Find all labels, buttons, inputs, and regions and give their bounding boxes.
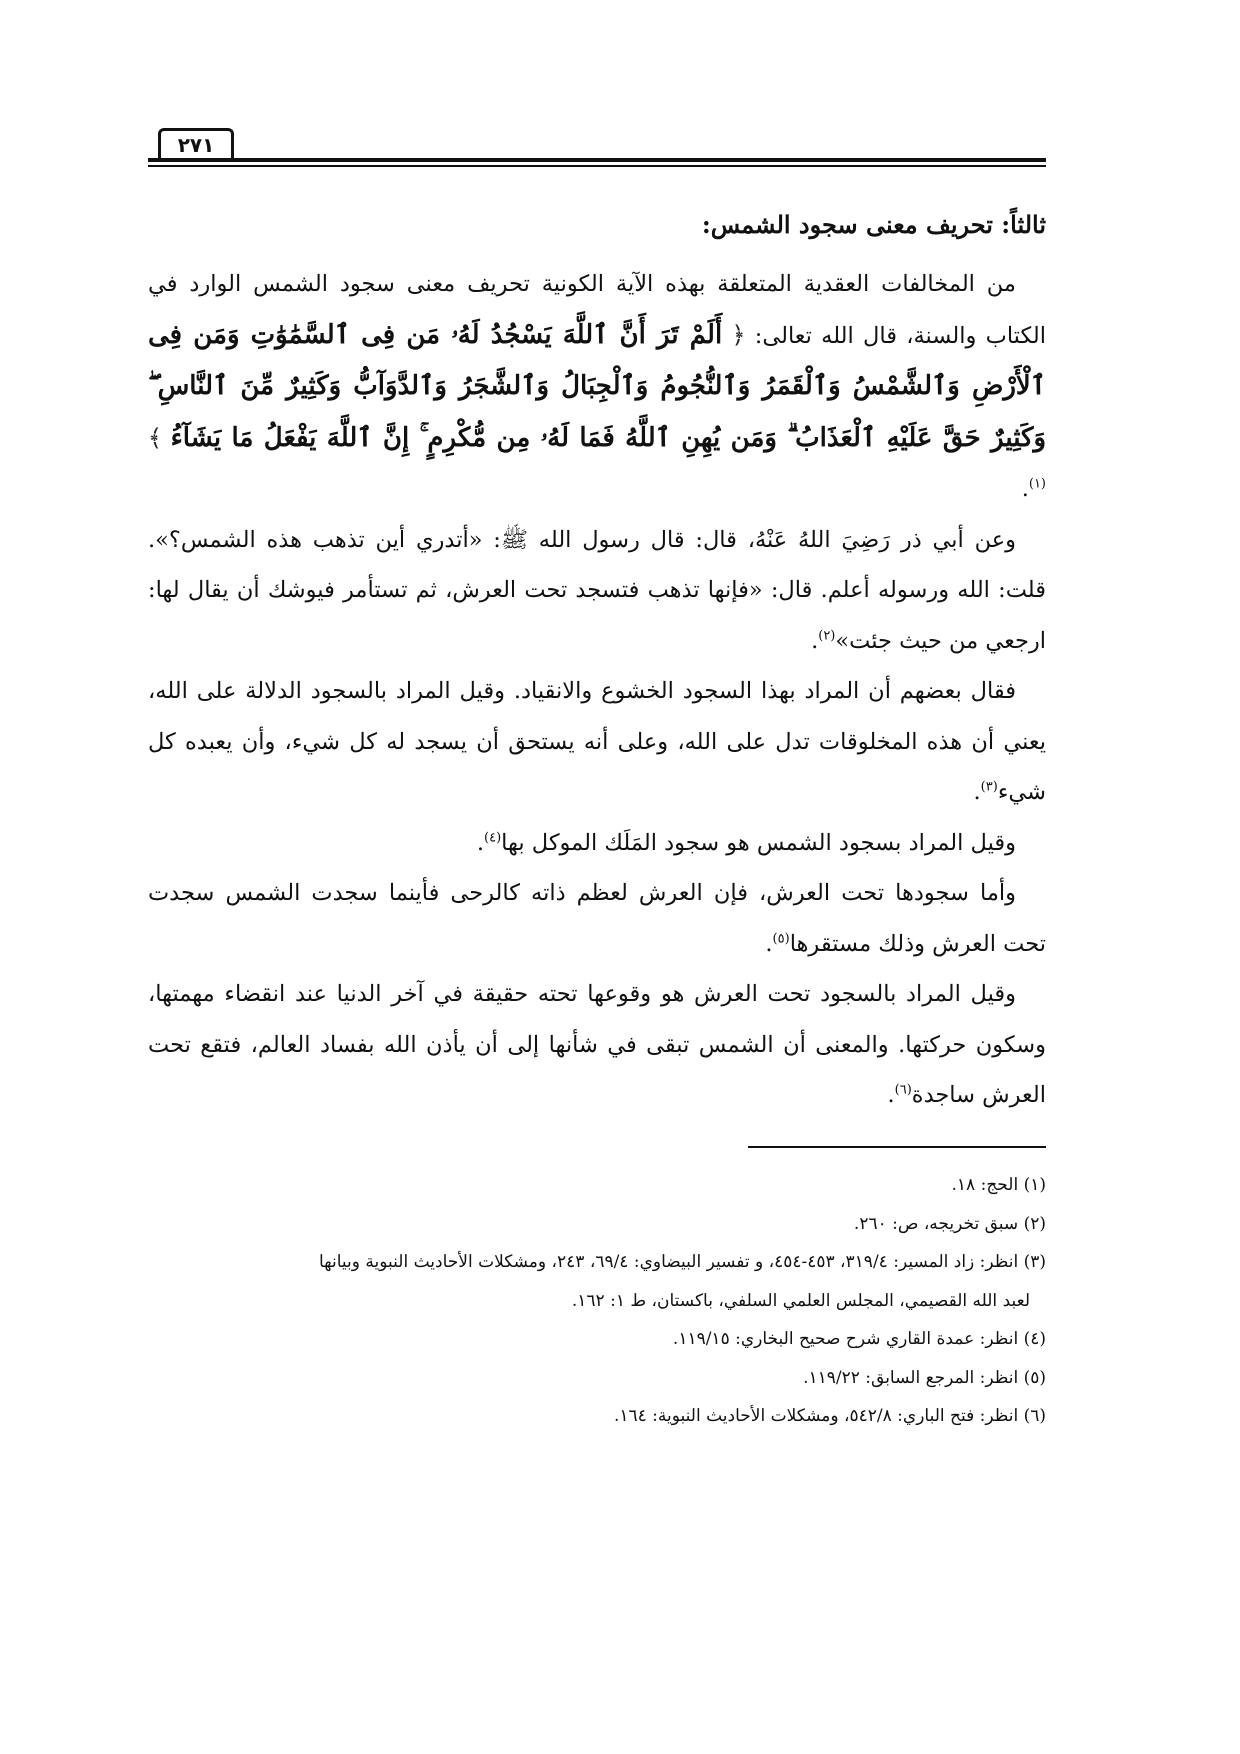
footnote-ref-5[interactable]: (٥) xyxy=(772,931,790,946)
ayah-close-bracket: ﴾ xyxy=(148,423,163,452)
paragraph-3-end: . xyxy=(973,779,981,805)
paragraph-6 xyxy=(148,969,1046,1121)
footnote-number: (٢) xyxy=(1023,1213,1046,1234)
footnote-1 xyxy=(148,1166,1046,1205)
footnote-number: (٦) xyxy=(1023,1406,1046,1426)
page-number: ٢٧١ xyxy=(158,128,234,158)
ayah-open-bracket: ﴿ xyxy=(731,320,746,349)
footnote-4 xyxy=(148,1320,1046,1359)
footnotes xyxy=(148,1166,1046,1436)
paragraph-5 xyxy=(148,868,1046,969)
paragraph-2-text: وعن أبي ذر رَضِيَ اللهُ عَنْهُ، قال: قال رسول الله ﷺ: «أتدري أين تذهب هذه الشمس؟». قلت: الله ورسوله أعلم. قال: «فإنها تذهب فتسجد تحت العرش، ثم تستأمر فيوشك أن يقال لها: ارجعي من حيث جئت» xyxy=(148,526,1046,654)
footnote-ref-4[interactable]: (٤) xyxy=(484,830,502,845)
footnote-3 xyxy=(148,1243,1046,1282)
footnote-text: لعبد الله القصيمي، المجلس العلمي السلفي، باكستان، ط ١: ١٦٢. xyxy=(571,1290,1030,1311)
footnote-text: انظر: المرجع السابق: ١١٩/٢٢. xyxy=(803,1367,1019,1388)
footnote-2 xyxy=(148,1205,1046,1244)
paragraph-5-text: وأما سجودها تحت العرش، فإن العرش لعظم ذاته كالرحى فأينما سجدت الشمس سجدت تحت العرش وذلك مستقرها xyxy=(148,880,1046,957)
paragraph-4-text: وقيل المراد بسجود الشمس هو سجود المَلَك الموكل بها xyxy=(501,829,1016,856)
footnote-ref-3[interactable]: (٣) xyxy=(980,779,998,795)
paragraph-5-end: . xyxy=(765,930,773,957)
footnote-number: (٤) xyxy=(1023,1329,1046,1349)
footnote-separator xyxy=(748,1146,1046,1148)
footnote-3-continuation xyxy=(148,1282,1046,1321)
footnote-ref-6[interactable]: (٦) xyxy=(894,1082,912,1098)
footnote-number: (٥) xyxy=(1023,1367,1046,1388)
paragraph-1-text: من المخالفات العقدية المتعلقة بهذه الآية الكونية تحريف معنى سجود الشمس الوارد في الكتاب والسنة، قال الله تعالى: xyxy=(148,271,1046,349)
paragraph-3 xyxy=(148,666,1046,818)
paragraph-1 xyxy=(148,259,1046,515)
footnote-number: (١) xyxy=(1023,1175,1046,1195)
header-rule-thin xyxy=(148,165,1046,167)
footnote-text: انظر: عمدة القاري شرح صحيح البخاري: ١١٩/١٥. xyxy=(672,1329,1019,1349)
main-text xyxy=(148,200,1046,1121)
footnote-text: سبق تخريجه، ص: ٢٦٠. xyxy=(853,1213,1019,1234)
footnote-text: الحج: ١٨. xyxy=(951,1175,1019,1195)
footnote-number: (٣) xyxy=(1023,1252,1046,1272)
quran-verse: أَلَمْ تَرَ أَنَّ ٱللَّهَ يَسْجُدُ لَهُۥ مَن فِى ٱلسَّمَٰوَٰتِ وَمَن فِى ٱلْأَرْضِ وَٱلشَّمْسُ وَٱلْقَمَرُ وَٱلنُّجُومُ وَٱلْجِبَالُ وَٱلشَّجَرُ وَٱلدَّوَآبُّ وَكَثِيرٌ مِّنَ ٱلنَّاسِ ۖ وَكَثِيرٌ حَقَّ عَلَيْهِ ٱلْعَذَابُ ۗ وَمَن يُهِنِ ٱللَّهُ فَمَا لَهُۥ مِن مُّكْرِمٍ ۚ إِنَّ ٱللَّهَ يَفْعَلُ مَا يَشَآءُ xyxy=(148,319,1046,453)
header-rule-thick xyxy=(148,158,1046,162)
paragraph-3-text: فقال بعضهم أن المراد بهذا السجود الخشوع والانقياد. وقيل المراد بالسجود الدلالة على الله، يعني أن هذه المخلوقات تدل على الله، وعلى أنه يستحق أن يسجد له كل شيء، وأن يعبده كل شيء xyxy=(148,678,1046,805)
paragraph-4-end: . xyxy=(476,829,484,856)
footnote-text: انظر: زاد المسير: ٣١٩/٤، ٤٥٣-٤٥٤، و تفسير البيضاوي: ٦٩/٤، ٢٤٣، ومشكلات الأحاديث النبوية وبيانها xyxy=(319,1252,1019,1272)
paragraph-2 xyxy=(148,515,1046,667)
page-header xyxy=(148,128,1046,168)
footnote-text: انظر: فتح الباري: ٥٤٢/٨، ومشكلات الأحاديث النبوية: ١٦٤. xyxy=(613,1406,1019,1426)
footnote-6 xyxy=(148,1397,1046,1436)
paragraph-6-end: . xyxy=(887,1082,895,1108)
footnote-ref-2[interactable]: (٢) xyxy=(818,628,836,643)
footnote-5 xyxy=(148,1359,1046,1398)
paragraph-1-end: . xyxy=(1021,476,1029,502)
paragraph-6-text: وقيل المراد بالسجود تحت العرش هو وقوعها تحته حقيقة في آخر الدنيا عند انقضاء مهمتها، وسكون حركتها. والمعنى أن الشمس تبقى في شأنها إلى أن يأذن الله بفساد العالم، فتقع تحت العرش ساجدة xyxy=(148,981,1046,1108)
footnote-ref-1[interactable]: (١) xyxy=(1028,476,1046,492)
section-heading: ثالثاً: تحريف معنى سجود الشمس: xyxy=(701,210,1046,239)
paragraph-4 xyxy=(148,818,1046,869)
paragraph-2-end: . xyxy=(811,627,819,654)
